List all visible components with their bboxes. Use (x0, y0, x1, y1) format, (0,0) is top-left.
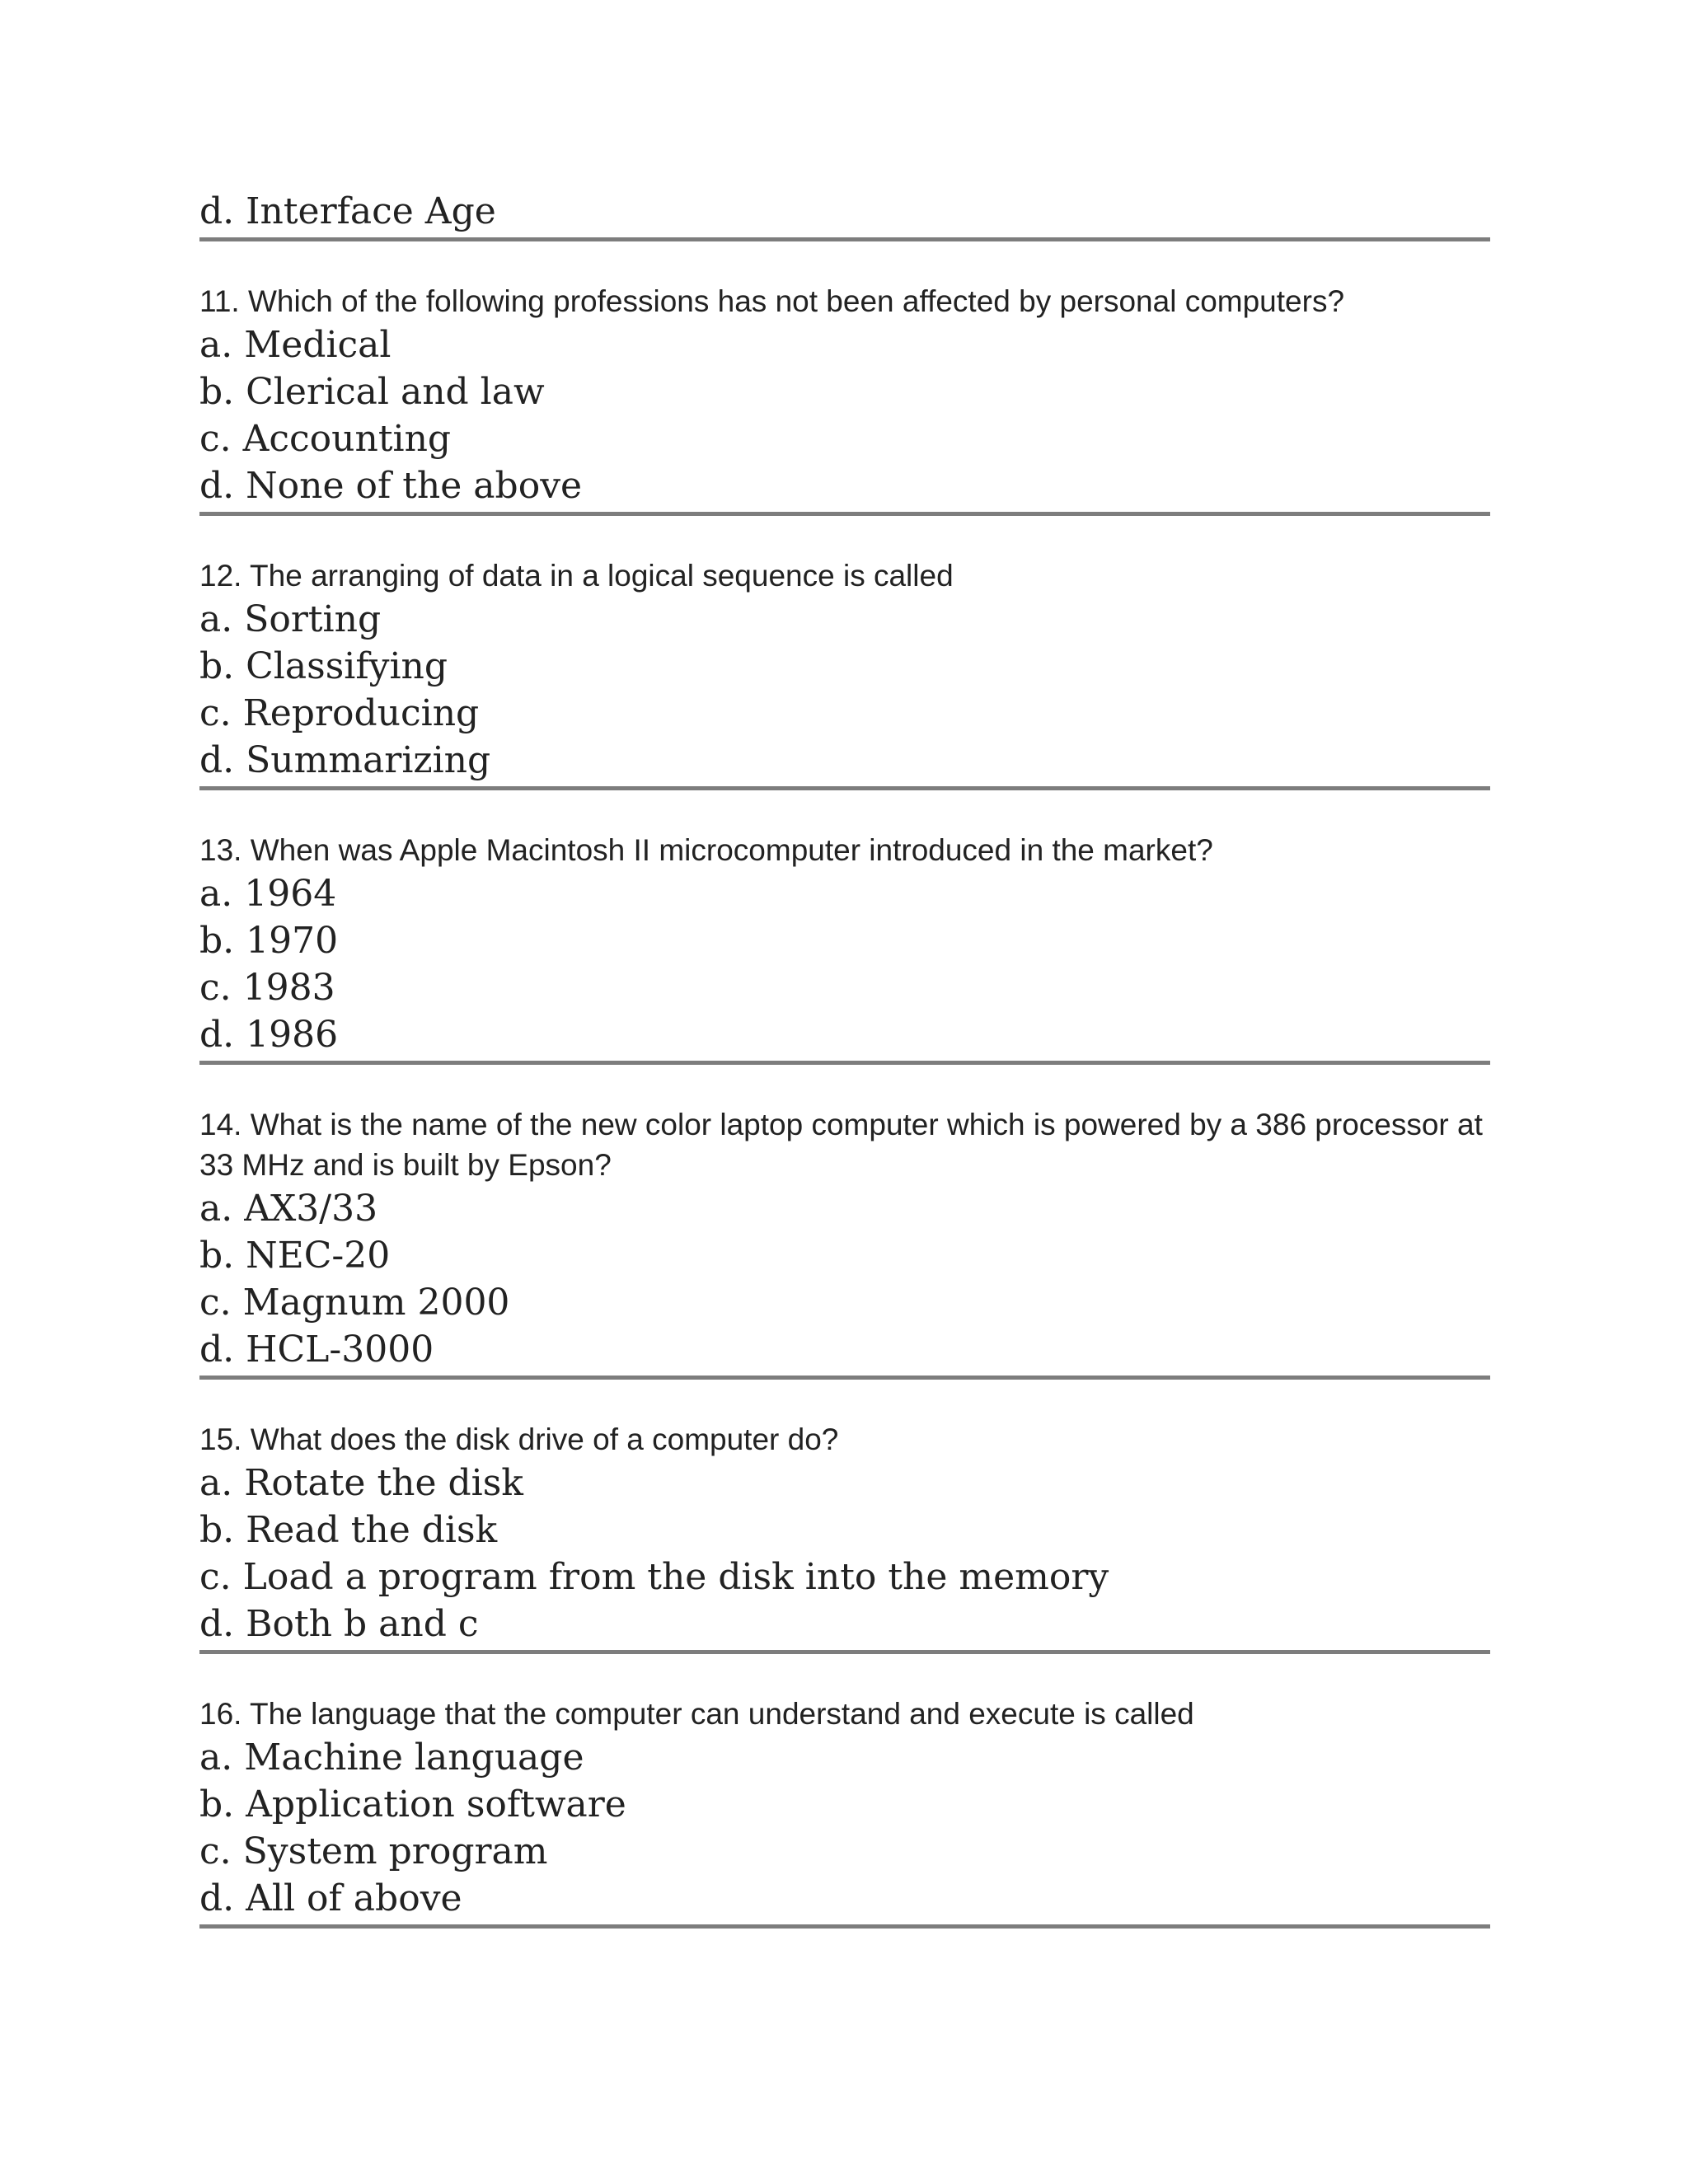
option-list (199, 870, 1490, 1058)
option-list (199, 596, 1490, 784)
option-a: a. Sorting (199, 598, 382, 640)
option-list (199, 1460, 1490, 1647)
option-list (199, 1185, 1490, 1373)
question-text: 16. The language that the computer can understand and execute is called (199, 1697, 1194, 1731)
option-b: b. Classifying (199, 645, 448, 687)
question-15 (199, 1419, 1490, 1654)
option-a: a. AX3/33 (199, 1188, 378, 1230)
question-text: 11. Which of the following professions has not been affected by personal computers? (199, 284, 1345, 318)
previous-question-last-option: d. Interface Age (199, 190, 496, 232)
divider (199, 1924, 1490, 1929)
option-c: c. Accounting (199, 418, 452, 460)
question-text: 13. When was Apple Macintosh II microcomputer introduced in the market? (199, 833, 1213, 867)
question-text: 12. The arranging of data in a logical sequence is called (199, 559, 954, 593)
question-text: 15. What does the disk drive of a computer do? (199, 1422, 839, 1456)
option-c: c. Load a program from the disk into the memory (199, 1556, 1109, 1598)
divider (199, 1650, 1490, 1654)
option-c: c. Magnum 2000 (199, 1282, 510, 1324)
option-d: d. HCL-3000 (199, 1329, 434, 1371)
option-d: d. All of above (199, 1877, 462, 1919)
option-d: d. None of the above (199, 465, 583, 507)
question-16 (199, 1694, 1490, 1929)
option-c: c. 1983 (199, 967, 335, 1009)
option-a: a. Machine language (199, 1736, 584, 1779)
option-list (199, 1734, 1490, 1922)
divider (199, 512, 1490, 516)
option-c: c. Reproducing (199, 692, 480, 734)
option-b: b. Application software (199, 1783, 626, 1825)
question-13 (199, 830, 1490, 1065)
option-a: a. Medical (199, 324, 392, 366)
option-b: b. Read the disk (199, 1509, 498, 1551)
option-a: a. Rotate the disk (199, 1462, 523, 1504)
question-14 (199, 1104, 1490, 1380)
divider (199, 1376, 1490, 1380)
option-b: b. Clerical and law (199, 371, 545, 413)
divider (199, 237, 1490, 241)
option-d: d. Both b and c (199, 1603, 479, 1645)
option-b: b. NEC-20 (199, 1235, 391, 1277)
option-d: d. 1986 (199, 1014, 339, 1056)
option-b: b. 1970 (199, 920, 339, 962)
question-12 (199, 555, 1490, 790)
quiz-page (199, 188, 1490, 1929)
option-list (199, 321, 1490, 509)
option-d: d. Summarizing (199, 739, 491, 781)
divider (199, 1061, 1490, 1065)
divider (199, 786, 1490, 790)
question-11 (199, 281, 1490, 516)
option-c: c. System program (199, 1830, 548, 1872)
question-text: 14. What is the name of the new color laptop computer which is powered by a 386 processor at 33 MHz and is built by Epson? (199, 1108, 1483, 1182)
option-a: a. 1964 (199, 873, 337, 915)
